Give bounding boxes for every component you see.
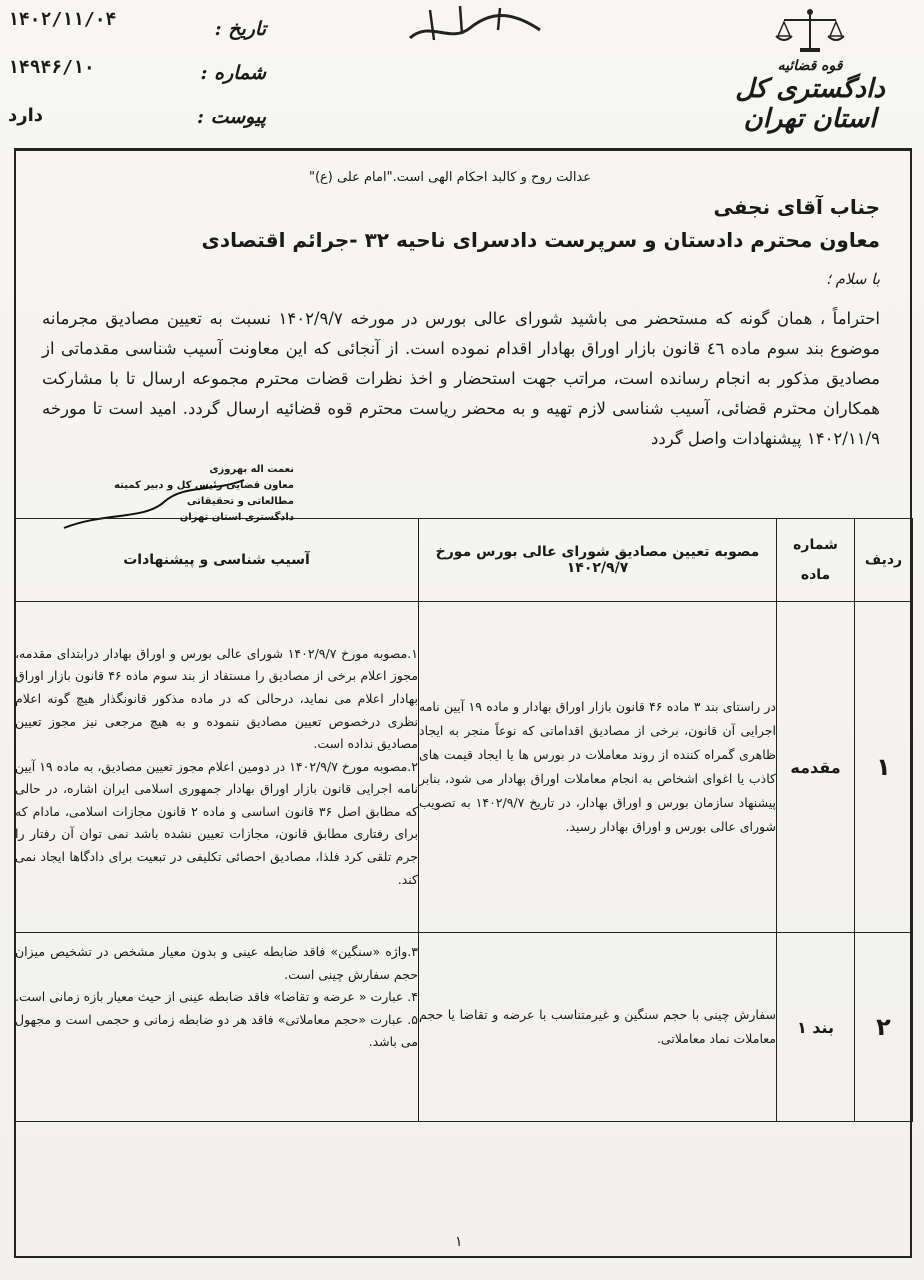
approval-text: سفارش چینی با حجم سنگین و غیرمتناسب با عرضه و تقاضا یا حجم معاملات نماد معاملاتی. — [419, 933, 777, 1122]
quote-line: عدالت روح و کالبد احکام الهی است."امام علی (ع)" — [308, 170, 592, 185]
header-labels — [186, 18, 266, 150]
org-name: دادگستری کل استان تهران — [735, 74, 885, 134]
signer-title: معاون قضایی رئیس کل و دبیر کمیته مطالعاتی و تحقیقاتی — [114, 480, 294, 507]
scales-of-justice-icon — [770, 6, 850, 56]
row-number: ۲ — [855, 933, 913, 1122]
pathology-item: ۱.مصوبه مورخ ۱۴۰۲/۹/۷ شورای عالی بورس و اوراق بهادار درابتدای مقدمه، مجوز اعلام برخی از مصادیق را مستفاد از بند سوم ماده ۴۶ قانون بازار اوراق بهادار اعلام می نماید، درحالی که در ماده مذکور قانونگذار هیچ گونه اعلام نظری درخصوص تعیین مصادیق ننموده و به هیچ مرجعی نیز مجوز تعیین مصادیق نداده است. — [15, 645, 418, 752]
pathology-item: ۳.واژه «سنگین» فاقد ضابطه عینی و بدون معیار مشخص در تشخیص میزان حجم سفارش چینی است. — [15, 944, 418, 982]
article-number: مقدمه — [777, 602, 855, 933]
header-values — [8, 8, 128, 152]
table-row — [15, 933, 913, 1122]
attachment-value: دارد — [8, 105, 44, 126]
org-header — [720, 6, 900, 136]
article-number: بند ۱ — [777, 933, 855, 1122]
attachment-label: پیوست : — [196, 106, 266, 128]
header-pathology: آسیب شناسی و پیشنهادات — [15, 519, 419, 602]
pathology-item: ۵. عبارت «حجم معاملاتی» فاقد هر دو ضابطه زمانی و حجمی است و مجهول می باشد. — [15, 1011, 418, 1050]
letter-body: احتراماً ، همان گونه که مستحضر می باشید شورای عالی بورس در مورخه ۱۴۰۲/۹/۷ نسبت به تعیین مصادیق مجرمانه موضوع بند سوم ماده ٤٦ قانون بازار اوراق بهادار اقدام نموده است. از آنجائی که این معاونت آسیب شناسی مقدماتی از مصادیق مذکور به انجام رسانده است، مراتب جهت استحضار و اخذ نظرات قضات محترم مجموعه ارسال تا با مشارکت همکاران محترم قضائی، آسیب شناسی لازم تهیه و به محضر ریاست محترم قوه قضائیه ارسال گردد. امید است تا مورخه ۱۴۰۲/۱۱/۹ پیشنهادات واصل گردد — [42, 309, 880, 448]
greeting: با سلام ؛ — [826, 270, 880, 288]
number-label: شماره : — [200, 62, 266, 84]
table-header-row — [15, 519, 913, 602]
date-label: تاریخ : — [214, 18, 266, 40]
bismillah-calligraphy-icon — [400, 0, 550, 50]
header-row-number: ردیف — [855, 519, 913, 602]
header-approval: مصوبه تعیین مصادیق شورای عالی بورس مورخ ۱۴۰۲/۹/۷ — [419, 519, 777, 602]
signer-org: دادگستری استان تهران — [179, 512, 294, 523]
org-small-label: قوه قضائیه — [777, 58, 843, 74]
signature-block — [64, 462, 294, 526]
page-number: ۱ — [455, 1234, 463, 1250]
pathology-cell — [15, 933, 419, 1122]
pathology-item: ۲.مصوبه مورخ ۱۴۰۲/۹/۷ در دومین اعلام مجوز تعیین مصادیق، به ماده ۱۹ آیین نامه اجرایی قانون بازار اوراق بهادار جمهوری اسلامی ایران اشاره، در حالی که مطابق اصل ۳۶ قانون اساسی و ماده ۲ قانون مجازات اسلامی، مادام که برای رفتاری مطابق قانون، مجازات تعیین نشده باشد نمی توان آن رفتار را جرم تلقی کرد فلذا، مصادیق احصائی تکلیفی در تبعیت برای دادگاها ایجاد نمی کند. — [14, 758, 419, 887]
date-value: ۱۴۰۲/۱۱/۰۴ — [8, 9, 117, 30]
addressee-name: جناب آقای نجفی — [713, 195, 880, 219]
approval-text: در راستای بند ۳ ماده ۴۶ قانون بازار اوراق بهادار و ماده ۱۹ آیین نامه اجرایی آن قانون، برخی از مصادیق اقداماتی که نوعاً منجر به ایجاد ظاهری گمراه کننده از روند معاملات در بورس ها یا ایجاد قیمت های کاذب یا اغوای اشخاص به انجام معاملات اوراق بهادار می شود، بنابر پیشنهاد سازمان بورس و اوراق بهادار، در تاریخ ۱۴۰۲/۹/۷ به تصویب شورای عالی بورس و اوراق بهادار رسید. — [419, 602, 777, 933]
pathology-cell — [15, 602, 419, 933]
table-row — [15, 602, 913, 933]
signer-name: نعمت اله بهروزی — [209, 464, 294, 475]
assessment-table — [14, 518, 913, 1122]
addressee-title: معاون محترم دادستان و سرپرست دادسرای ناحیه ۳۲ -جرائم اقتصادی — [201, 228, 880, 252]
pathology-item: ۴. عبارت « عرضه و تقاضا» فاقد ضابطه عینی از حیث معیار بازه زمانی است. — [15, 989, 418, 1005]
row-number: ۱ — [855, 602, 913, 933]
header-article: شماره ماده — [777, 519, 855, 602]
number-value: ۱۴۹۴۶/۱۰ — [8, 57, 95, 78]
